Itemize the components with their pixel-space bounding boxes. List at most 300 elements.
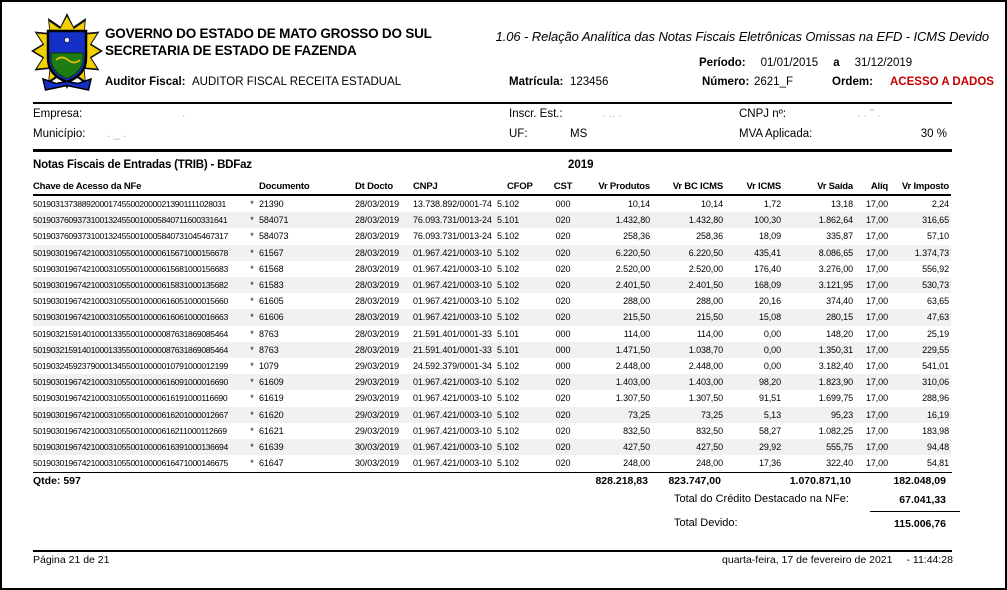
cell-saida: 95,23 — [830, 409, 853, 420]
empresa-label: Empresa: — [33, 108, 83, 120]
ordem-label: Ordem: — [832, 76, 873, 88]
table-row — [33, 390, 951, 406]
column-cnpj: CNPJ — [413, 178, 497, 195]
cell-dt: 28/03/2019 — [355, 247, 400, 258]
cell-produtos: 427,50 — [623, 442, 650, 453]
cell-saida: 1.350,31 — [818, 344, 853, 355]
ms-coat-of-arms-icon — [30, 11, 104, 97]
column-aliq: Alíq — [855, 178, 890, 195]
cell-cnpj: 01.967.421/0003-10 — [413, 409, 492, 420]
cell-chave: 50190301967421000310550010000616391000136694 — [33, 442, 228, 453]
cell-cnpj: 01.967.421/0003-10 — [413, 425, 492, 436]
table-row — [33, 407, 951, 423]
cell-chave: 50190321591401000133550010000087631869085464 — [33, 328, 228, 339]
cell-dt: 29/03/2019 — [355, 393, 400, 404]
cell-imposto: 16,19 — [926, 409, 949, 420]
cell-cst: 000 — [555, 344, 571, 355]
cell-documento: 8763 — [259, 344, 279, 355]
cell-imposto: 1.374,73 — [914, 247, 949, 258]
cell-produtos: 288,00 — [623, 296, 650, 307]
cell-icms: 20,16 — [758, 296, 781, 307]
cell-bc: 215,50 — [696, 312, 723, 323]
column-vr-bc-icms: Vr BC ICMS — [652, 178, 725, 195]
cell-flag: * — [250, 263, 254, 274]
cell-saida: 1.862,64 — [818, 215, 853, 226]
cell-bc: 2.401,50 — [688, 280, 723, 291]
cell-chave: 50190301967421000310550010000615681000156683 — [33, 263, 228, 274]
cell-produtos: 215,50 — [623, 312, 650, 323]
cell-chave: 50190301967421000310550010000615671000156678 — [33, 247, 228, 258]
section-title: Notas Fiscais de Entradas (TRIB) - BDFaz — [33, 159, 252, 171]
cell-produtos: 10,14 — [627, 199, 650, 209]
cell-icms: 176,40 — [754, 263, 781, 274]
cell-saida: 1.699,75 — [818, 393, 853, 404]
cell-imposto: 316,65 — [922, 215, 949, 226]
cell-cnpj: 01.967.421/0003-10 — [413, 393, 492, 404]
column-vr-saida: Vr Saída — [783, 178, 855, 195]
cell-cfop: 5.102 — [497, 361, 520, 372]
nfe-table — [33, 178, 951, 471]
cell-cst: 000 — [555, 199, 571, 209]
table-row — [33, 309, 951, 325]
periodo-start: 01/01/2015 — [760, 57, 819, 69]
cell-cnpj: 13.738.892/0001-74 — [413, 199, 492, 209]
cell-documento: 61606 — [259, 312, 284, 323]
cell-saida: 555,75 — [826, 442, 853, 453]
cell-flag: * — [250, 425, 254, 436]
cell-cnpj: 21.591.401/0001-33 — [413, 328, 492, 339]
cell-bc: 832,50 — [696, 425, 723, 436]
cell-cst: 020 — [555, 409, 571, 420]
cell-saida: 3.121,95 — [818, 280, 853, 291]
cell-dt: 29/03/2019 — [355, 361, 400, 372]
cell-cnpj: 01.967.421/0003-10 — [413, 263, 492, 274]
cell-cnpj: 01.967.421/0003-10 — [413, 442, 492, 453]
cell-bc: 114,00 — [696, 328, 723, 339]
cell-documento: 61609 — [259, 377, 284, 388]
table-row — [33, 374, 951, 390]
cell-icms: 168,09 — [754, 280, 781, 291]
cell-bc: 2.448,00 — [688, 361, 723, 372]
total-vr-produtos: 828.218,83 — [595, 475, 648, 487]
cell-bc: 427,50 — [696, 442, 723, 453]
credito-destacado-label: Total do Crédito Destacado na NFe: — [674, 493, 849, 505]
table-row — [33, 455, 951, 471]
nfe-table-header — [33, 178, 951, 195]
cell-produtos: 258,36 — [623, 231, 650, 242]
cell-documento: 61567 — [259, 247, 284, 258]
org-line2: SECRETARIA DE ESTADO DE FAZENDA — [105, 43, 357, 58]
cell-saida: 3.276,00 — [818, 263, 853, 274]
total-devido-label: Total Devido: — [674, 517, 738, 529]
cell-aliq: 17,00 — [865, 377, 888, 388]
cell-icms: 58,27 — [758, 425, 781, 436]
column-vr-imposto: Vr Imposto — [890, 178, 951, 195]
cell-imposto: 530,73 — [922, 280, 949, 291]
cell-saida: 13,18 — [830, 199, 853, 209]
cell-flag: * — [250, 409, 254, 420]
auditor-label: Auditor Fiscal: — [105, 76, 186, 88]
table-row — [33, 439, 951, 455]
cell-imposto: 54,81 — [926, 458, 949, 469]
cell-documento: 61621 — [259, 425, 284, 436]
cell-cst: 000 — [555, 361, 571, 372]
cell-cfop: 5.102 — [497, 442, 520, 453]
cell-cst: 020 — [555, 247, 571, 258]
cell-imposto: 541,01 — [922, 361, 949, 372]
table-row — [33, 277, 951, 293]
mva-label: MVA Aplicada: — [739, 128, 813, 140]
cell-bc: 1.432,80 — [688, 215, 723, 226]
cell-produtos: 2.401,50 — [615, 280, 650, 291]
year-heading: 2019 — [568, 159, 594, 171]
cell-produtos: 2.448,00 — [615, 361, 650, 372]
cell-documento: 61583 — [259, 280, 284, 291]
cell-aliq: 17,00 — [865, 215, 888, 226]
cell-aliq: 17,00 — [865, 312, 888, 323]
table-row — [33, 261, 951, 277]
cell-cst: 020 — [555, 312, 571, 323]
cell-icms: 29,92 — [758, 442, 781, 453]
cell-flag: * — [250, 361, 254, 372]
total-vr-saida: 1.070.871,10 — [789, 475, 851, 487]
cell-bc: 1.038,70 — [688, 344, 723, 355]
cell-cnpj: 01.967.421/0003-10 — [413, 296, 492, 307]
cell-icms: 0,00 — [763, 361, 781, 372]
column-flag — [245, 178, 259, 195]
cell-produtos: 6.220,50 — [615, 247, 650, 258]
cell-aliq: 17,00 — [865, 231, 888, 242]
cell-documento: 584071 — [259, 215, 289, 226]
cell-cfop: 5.102 — [497, 280, 520, 291]
cell-cfop: 5.102 — [497, 247, 520, 258]
cell-cfop: 5.101 — [497, 344, 520, 355]
cell-cnpj: 76.093.731/0013-24 — [413, 231, 492, 242]
inscricao-estadual-label: Inscr. Est.: — [509, 108, 563, 120]
municipio-value-redacted: . _ . — [107, 128, 127, 140]
column-chave: Chave de Acesso da NFe — [33, 178, 245, 195]
cell-aliq: 17,00 — [865, 280, 888, 291]
cell-cst: 020 — [555, 263, 571, 274]
cell-bc: 288,00 — [696, 296, 723, 307]
cell-cfop: 5.102 — [497, 458, 520, 469]
cell-saida: 374,40 — [826, 296, 853, 307]
cell-chave: 50190301967421000310550010000616051000015660 — [33, 296, 228, 307]
cell-icms: 0,00 — [763, 328, 781, 339]
cell-produtos: 1.432,80 — [615, 215, 650, 226]
cell-cst: 020 — [555, 425, 571, 436]
cell-cfop: 5.102 — [497, 312, 520, 323]
report-title: 1.06 - Relação Analítica das Notas Fiscais Eletrônicas Omissas na EFD - ICMS Devido — [495, 29, 989, 44]
cell-saida: 8.086,65 — [818, 247, 853, 258]
cell-documento: 61605 — [259, 296, 284, 307]
matricula-value: 123456 — [570, 76, 609, 88]
credito-underline — [870, 511, 960, 512]
cell-flag: * — [250, 458, 254, 469]
cell-imposto: 229,55 — [922, 344, 949, 355]
nfe-table-body — [33, 195, 951, 471]
cell-icms: 91,51 — [758, 393, 781, 404]
cell-aliq: 17,00 — [865, 458, 888, 469]
mva-value: 30 % — [920, 128, 947, 140]
cell-cst: 020 — [555, 280, 571, 291]
cell-aliq: 17,00 — [865, 263, 888, 274]
cell-icms: 0,00 — [763, 344, 781, 355]
cell-flag: * — [250, 393, 254, 404]
periodo-separator: a — [833, 57, 840, 69]
cell-bc: 1.403,00 — [688, 377, 723, 388]
cell-cfop: 5.102 — [497, 263, 520, 274]
cell-flag: * — [250, 312, 254, 323]
cell-bc: 2.520,00 — [688, 263, 723, 274]
column-vr-icms: Vr ICMS — [725, 178, 783, 195]
cell-cst: 020 — [555, 296, 571, 307]
cell-imposto: 183,98 — [922, 425, 949, 436]
column-cfop: CFOP — [497, 178, 547, 195]
cell-icms: 435,41 — [754, 247, 781, 258]
cell-aliq: 17,00 — [865, 199, 888, 209]
cell-flag: * — [250, 328, 254, 339]
cell-chave: 50190376093731001324550010005840731045467317 — [33, 231, 228, 242]
section-divider — [33, 149, 952, 152]
cell-chave: 50190301967421000310550010000616191000116690 — [33, 393, 228, 404]
cell-icms: 15,08 — [758, 312, 781, 323]
column-cst: CST — [547, 178, 579, 195]
cell-documento: 61620 — [259, 409, 284, 420]
cell-flag: * — [250, 344, 254, 355]
cell-imposto: 47,63 — [926, 312, 949, 323]
periodo-end: 31/12/2019 — [854, 57, 913, 69]
cell-imposto: 288,96 — [922, 393, 949, 404]
cell-imposto: 57,10 — [926, 231, 949, 242]
cell-cnpj: 01.967.421/0003-10 — [413, 247, 492, 258]
table-row — [33, 423, 951, 439]
cnpj-label: CNPJ nº: — [739, 108, 787, 120]
cell-dt: 28/03/2019 — [355, 328, 400, 339]
cell-cfop: 5.101 — [497, 328, 520, 339]
cell-bc: 73,25 — [700, 409, 723, 420]
cell-cfop: 5.102 — [497, 425, 520, 436]
cell-cnpj: 21.591.401/0001-33 — [413, 344, 492, 355]
cell-chave: 50190301967421000310550010000616471000146675 — [33, 458, 228, 469]
cell-saida: 1.823,90 — [818, 377, 853, 388]
column-documento: Documento — [259, 178, 355, 195]
cell-documento: 61619 — [259, 393, 284, 404]
cell-dt: 28/03/2019 — [355, 280, 400, 291]
cell-cnpj: 01.967.421/0003-10 — [413, 458, 492, 469]
cell-flag: * — [250, 199, 254, 209]
cell-flag: * — [250, 280, 254, 291]
cell-cfop: 5.102 — [497, 231, 520, 242]
cell-aliq: 17,00 — [865, 393, 888, 404]
cell-saida: 280,15 — [826, 312, 853, 323]
cell-documento: 61568 — [259, 263, 284, 274]
cell-chave: 50190313738892000174550020000213901111028031 — [33, 199, 226, 209]
header-divider — [33, 102, 952, 104]
cell-cst: 000 — [555, 328, 571, 339]
cell-produtos: 1.403,00 — [615, 377, 650, 388]
auditor-value: AUDITOR FISCAL RECEITA ESTADUAL — [192, 76, 402, 88]
matricula-label: Matrícula: — [509, 76, 564, 88]
footer-divider — [33, 550, 952, 552]
cell-cnpj: 01.967.421/0003-10 — [413, 280, 492, 291]
cnpj-value-redacted: . . '' . — [857, 108, 881, 120]
cell-cnpj: 24.592.379/0001-34 — [413, 361, 492, 372]
cell-chave: 50190301967421000310550010000616201000012667 — [33, 409, 228, 420]
cell-dt: 29/03/2019 — [355, 409, 400, 420]
cell-aliq: 17,00 — [865, 425, 888, 436]
cell-cfop: 5.102 — [497, 377, 520, 388]
table-row — [33, 293, 951, 309]
table-row — [33, 228, 951, 244]
cell-bc: 248,00 — [696, 458, 723, 469]
cell-bc: 258,36 — [696, 231, 723, 242]
cell-chave: 50190376093731001324550010005840711600331641 — [33, 215, 228, 226]
cell-flag: * — [250, 231, 254, 242]
cell-icms: 17,36 — [758, 458, 781, 469]
total-vr-imposto: 182.048,09 — [893, 475, 946, 487]
cell-imposto: 556,92 — [922, 263, 949, 274]
cell-documento: 8763 — [259, 328, 279, 339]
inscricao-estadual-value-redacted: . .. . — [602, 108, 622, 120]
cell-produtos: 248,00 — [623, 458, 650, 469]
uf-value: MS — [570, 128, 588, 140]
cell-cst: 020 — [555, 442, 571, 453]
cell-flag: * — [250, 442, 254, 453]
cell-documento: 61647 — [259, 458, 284, 469]
cell-saida: 148,20 — [826, 328, 853, 339]
cell-flag: * — [250, 215, 254, 226]
cell-flag: * — [250, 377, 254, 388]
cell-cfop: 5.102 — [497, 409, 520, 420]
cell-cfop: 5.102 — [497, 199, 520, 209]
cell-cst: 020 — [555, 215, 571, 226]
cell-bc: 10,14 — [700, 199, 723, 209]
cell-cst: 020 — [555, 231, 571, 242]
periodo-row — [699, 57, 912, 69]
total-vr-bc-icms: 823.747,00 — [668, 475, 721, 487]
cell-aliq: 17,00 — [865, 409, 888, 420]
table-row — [33, 212, 951, 228]
cell-produtos: 1.307,50 — [615, 393, 650, 404]
cell-dt: 30/03/2019 — [355, 458, 400, 469]
cell-aliq: 17,00 — [865, 328, 888, 339]
cell-imposto: 310,06 — [922, 377, 949, 388]
cell-icms: 1,72 — [763, 199, 781, 209]
cell-dt: 28/03/2019 — [355, 215, 400, 226]
cell-bc: 1.307,50 — [688, 393, 723, 404]
cell-cnpj: 76.093.731/0013-24 — [413, 215, 492, 226]
cell-documento: 61639 — [259, 442, 284, 453]
cell-chave: 50190324592379000134550010000010791000012199 — [33, 361, 228, 372]
cell-chave: 50190301967421000310550010000616061000016663 — [33, 312, 228, 323]
org-names — [105, 25, 432, 59]
total-devido-value: 115.006,76 — [894, 518, 946, 530]
cell-flag: * — [250, 247, 254, 258]
cell-dt: 28/03/2019 — [355, 312, 400, 323]
footer-date: quarta-feira, 17 de fevereiro de 2021 — [722, 554, 893, 566]
cell-saida: 322,40 — [826, 458, 853, 469]
cell-aliq: 17,00 — [865, 442, 888, 453]
ordem-value: ACESSO A DADOS — [890, 76, 994, 88]
cell-bc: 6.220,50 — [688, 247, 723, 258]
cell-imposto: 94,48 — [926, 442, 949, 453]
cell-imposto: 63,65 — [926, 296, 949, 307]
cell-produtos: 114,00 — [623, 328, 650, 339]
table-row — [33, 195, 951, 212]
cell-icms: 18,09 — [758, 231, 781, 242]
cell-dt: 30/03/2019 — [355, 442, 400, 453]
cell-cst: 020 — [555, 393, 571, 404]
cell-documento: 584073 — [259, 231, 289, 242]
cell-chave: 50190321591401000133550010000087631869085464 — [33, 344, 228, 355]
cell-produtos: 73,25 — [627, 409, 650, 420]
cell-aliq: 17,00 — [865, 344, 888, 355]
cell-aliq: 17,00 — [865, 247, 888, 258]
cell-imposto: 25,19 — [926, 328, 949, 339]
cell-dt: 28/03/2019 — [355, 263, 400, 274]
cell-chave: 50190301967421000310550010000616211000112669 — [33, 425, 227, 436]
org-line1: GOVERNO DO ESTADO DE MATO GROSSO DO SUL — [105, 26, 432, 41]
cell-documento: 21390 — [259, 199, 284, 209]
uf-label: UF: — [509, 128, 528, 140]
cell-aliq: 17,00 — [865, 361, 888, 372]
cell-saida: 335,87 — [826, 231, 853, 242]
table-row — [33, 358, 951, 374]
cell-cfop: 5.101 — [497, 215, 520, 226]
numero-value: 2621_F — [754, 76, 794, 88]
cell-documento: 1079 — [259, 361, 279, 372]
cell-dt: 28/03/2019 — [355, 199, 400, 209]
cell-dt: 28/03/2019 — [355, 231, 400, 242]
table-row — [33, 342, 951, 358]
credito-destacado-value: 67.041,33 — [899, 494, 946, 506]
column-dt-docto: Dt Docto — [355, 178, 413, 195]
numero-label: Número: — [702, 76, 750, 88]
cell-cnpj: 01.967.421/0003-10 — [413, 312, 492, 323]
cell-chave: 50190301967421000310550010000615831000135682 — [33, 280, 228, 291]
municipio-label: Município: — [33, 128, 86, 140]
empresa-value-redacted: . — [182, 108, 186, 120]
cell-cst: 020 — [555, 377, 571, 388]
cell-saida: 3.182,40 — [818, 361, 853, 372]
cell-dt: 28/03/2019 — [355, 296, 400, 307]
totals-divider — [33, 472, 952, 473]
cell-chave: 50190301967421000310550010000616091000016690 — [33, 377, 228, 388]
footer-time: - 11:44:28 — [906, 554, 953, 566]
page-number: Página 21 de 21 — [33, 554, 110, 566]
cell-icms: 98,20 — [758, 377, 781, 388]
cell-dt: 29/03/2019 — [355, 377, 400, 388]
column-vr-produtos: Vr Produtos — [579, 178, 652, 195]
cell-icms: 100,30 — [754, 215, 781, 226]
table-row — [33, 326, 951, 342]
cell-produtos: 832,50 — [623, 425, 650, 436]
cell-dt: 29/03/2019 — [355, 425, 400, 436]
cell-aliq: 17,00 — [865, 296, 888, 307]
cell-cfop: 5.102 — [497, 296, 520, 307]
cell-cnpj: 01.967.421/0003-10 — [413, 377, 492, 388]
cell-cfop: 5.102 — [497, 393, 520, 404]
cell-cst: 020 — [555, 458, 571, 469]
periodo-label: Período: — [699, 57, 746, 69]
cell-saida: 1.082,25 — [818, 425, 853, 436]
table-row — [33, 245, 951, 261]
cell-produtos: 1.471,50 — [615, 344, 650, 355]
cell-produtos: 2.520,00 — [615, 263, 650, 274]
cell-imposto: 2,24 — [931, 199, 949, 209]
cell-dt: 28/03/2019 — [355, 344, 400, 355]
